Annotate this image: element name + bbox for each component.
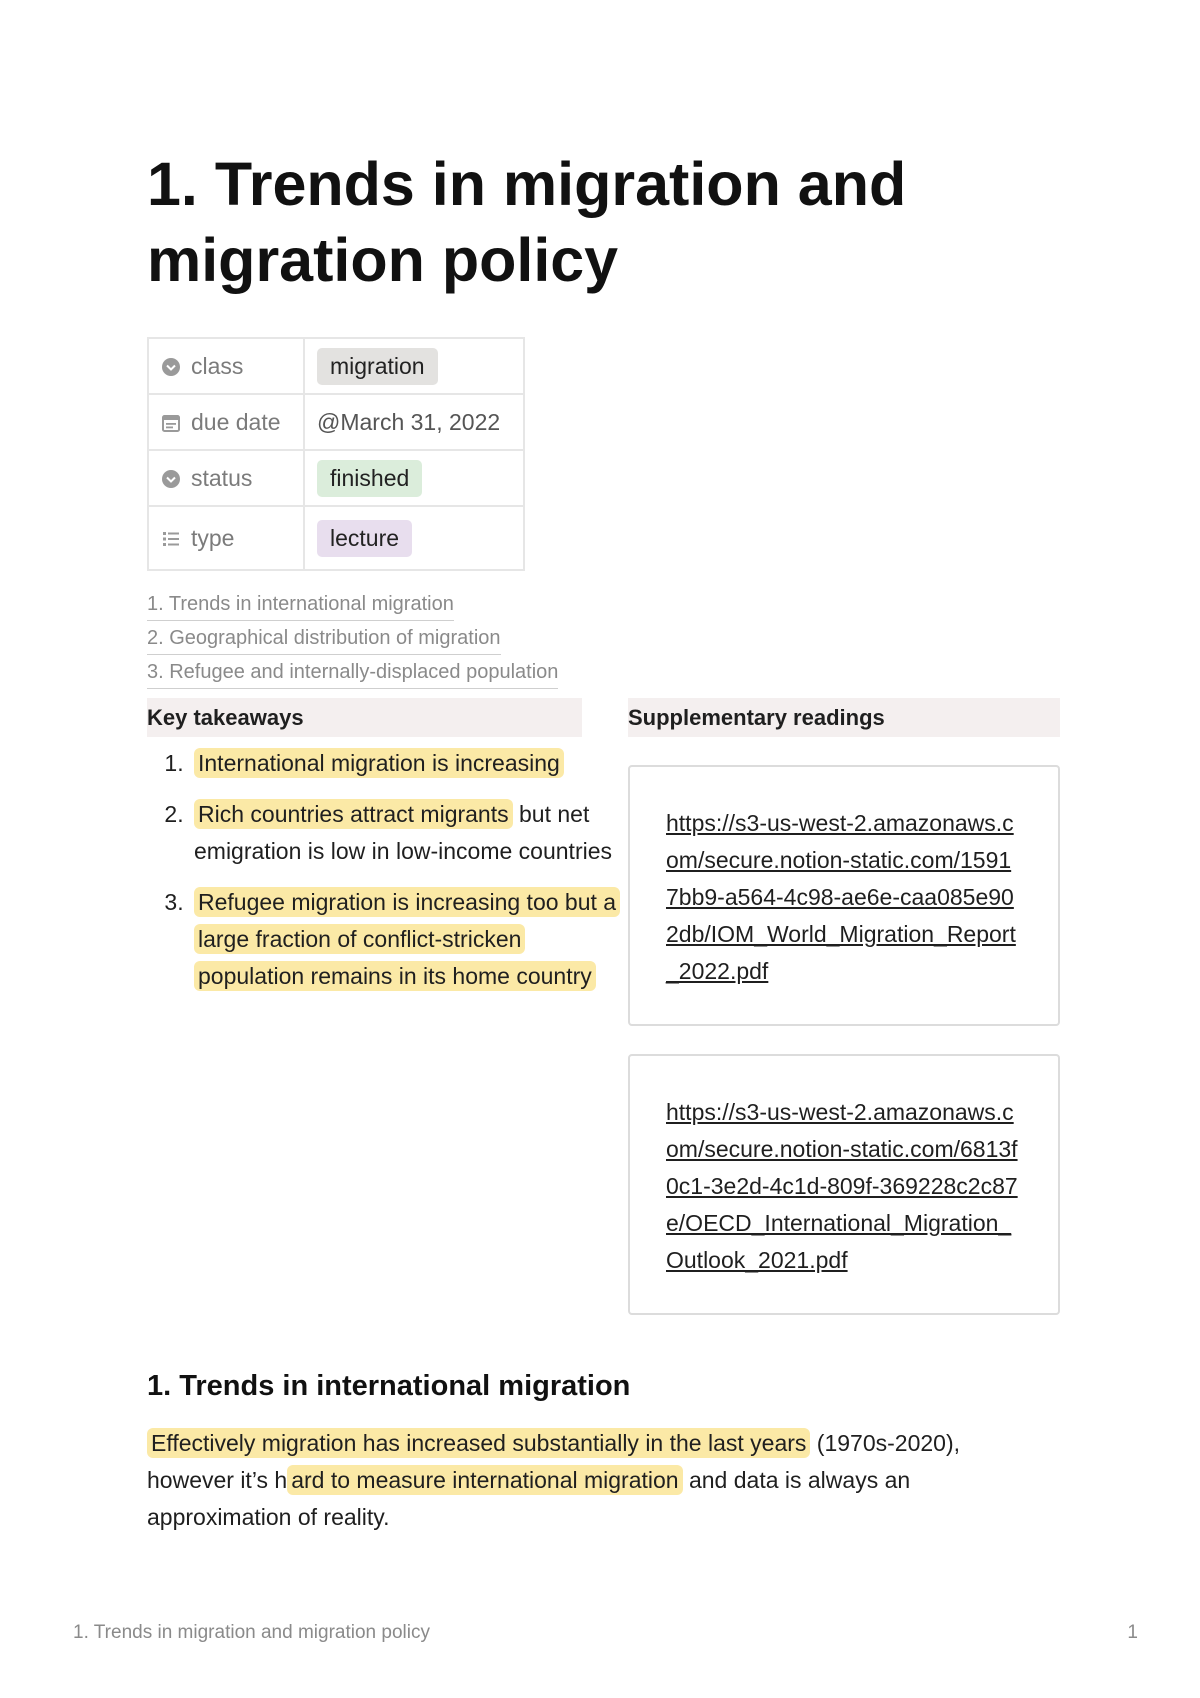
class-tag[interactable]: migration [317, 348, 438, 385]
property-key-label: class [191, 352, 244, 379]
toc-link[interactable]: 2. Geographical distribution of migration [147, 623, 501, 655]
toc-link[interactable]: 1. Trends in international migration [147, 589, 454, 621]
property-key-cell [148, 394, 304, 450]
property-key-cell [148, 338, 304, 394]
type-tag[interactable]: lecture [317, 520, 412, 557]
property-key-label: type [191, 524, 235, 551]
property-key-cell [148, 450, 304, 506]
reading-link-card[interactable] [628, 1054, 1060, 1315]
status-tag[interactable]: finished [317, 460, 422, 497]
property-row-type [148, 506, 524, 570]
highlighted-text: Rich countries attract migrants [194, 799, 513, 829]
list-item [190, 884, 630, 995]
property-row-due-date [148, 394, 524, 450]
key-takeaways-heading: Key takeaways [147, 698, 582, 737]
reading-link-card[interactable] [628, 765, 1060, 1026]
page-number: 1 [1127, 1622, 1138, 1643]
property-row-status [148, 450, 524, 506]
section-paragraph [147, 1425, 1047, 1536]
list-icon [161, 529, 181, 549]
table-of-contents [147, 589, 558, 691]
supplementary-readings-heading: Supplementary readings [628, 698, 1060, 737]
property-value-cell[interactable] [304, 450, 524, 506]
highlighted-text: Refugee migration is increasing too but a large fraction of conflict-stricken population remains in its home country [194, 887, 620, 991]
calendar-icon [161, 413, 181, 433]
reading-link[interactable]: https://s3-us-west-2.amazonaws.com/secure.notion-static.com/15917bb9-a564-4c98-ae6e-caa085e902db/IOM_World_Migration_Report_2022.pdf [666, 810, 1016, 984]
paragraph-text: (1970s-2020), however it’s h [147, 1430, 960, 1493]
property-value-cell[interactable] [304, 338, 524, 394]
properties-table [147, 337, 525, 571]
property-key-cell [148, 506, 304, 570]
footer-title: 1. Trends in migration and migration policy [73, 1622, 430, 1643]
highlighted-text: ard to measure international migration [287, 1465, 682, 1495]
due-date-value[interactable]: @March 31, 2022 [317, 408, 501, 435]
highlighted-text: International migration is increasing [194, 748, 564, 778]
paragraph-text: and data is always an approximation of reality. [147, 1467, 911, 1530]
key-takeaways-list [147, 745, 630, 1009]
property-key-label: due date [191, 408, 281, 435]
property-value-cell[interactable] [304, 506, 524, 570]
select-icon [161, 357, 181, 377]
select-icon [161, 469, 181, 489]
section-heading: 1. Trends in international migration [147, 1370, 631, 1402]
property-key-label: status [191, 464, 253, 491]
highlighted-text: Effectively migration has increased substantially in the last years [147, 1428, 810, 1458]
property-value-cell[interactable] [304, 394, 524, 450]
property-row-class [148, 338, 524, 394]
list-item [190, 745, 630, 782]
toc-link[interactable]: 3. Refugee and internally-displaced population [147, 657, 558, 689]
page-title: 1. Trends in migration and migration policy [147, 150, 907, 294]
reading-link[interactable]: https://s3-us-west-2.amazonaws.com/secure.notion-static.com/6813f0c1-3e2d-4c1d-809f-369228c2c87e/OECD_International_Migration_Outlook_2021.pdf [666, 1099, 1018, 1273]
list-item-text: but net emigration is low in low-income countries [194, 801, 612, 864]
list-item [190, 796, 630, 870]
